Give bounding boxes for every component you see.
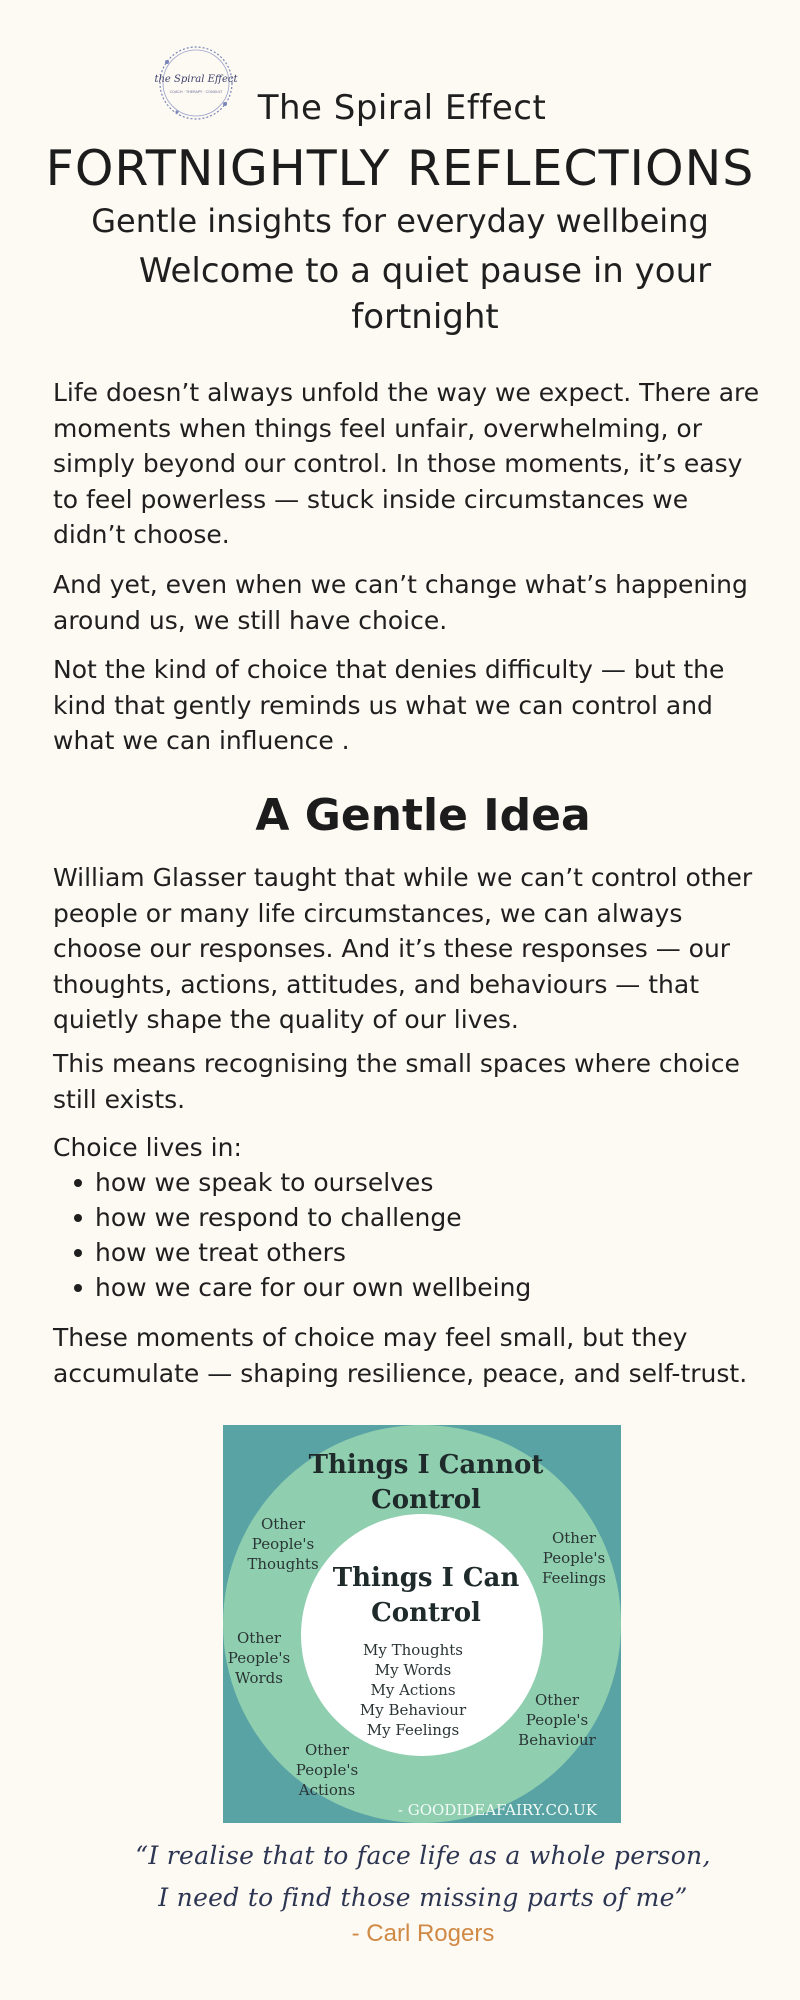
- intro-paragraph-3: Not the kind of choice that denies difficulty — but the kind that gently reminds us what we can control and what we can influence .: [53, 655, 725, 755]
- list-item: how we care for our own wellbeing: [74, 1270, 764, 1305]
- list-item: how we speak to ourselves: [74, 1165, 764, 1200]
- logo-subtext: COACH · THERAPY · CONSULT: [169, 90, 223, 94]
- others-actions-line: People's: [295, 1761, 359, 1779]
- inner-item: My Words: [374, 1661, 452, 1679]
- control-circle-diagram: [223, 1425, 621, 1823]
- inner-item: My Thoughts: [363, 1641, 463, 1659]
- others-actions-line: Other: [304, 1741, 350, 1759]
- choice-list: [74, 1165, 764, 1305]
- others-actions-line: Actions: [298, 1781, 356, 1799]
- others-thoughts-line: People's: [251, 1535, 315, 1553]
- tagline: Gentle insights for everyday wellbeing: [91, 202, 709, 240]
- quote-line-1: “I realise that to face life as a whole person,: [135, 1841, 711, 1870]
- brand-name: The Spiral Effect: [257, 88, 547, 128]
- others-behaviour-line: Behaviour: [518, 1731, 596, 1749]
- others-feelings-line: Feelings: [542, 1569, 606, 1587]
- outer-title-line-2: Control: [371, 1485, 481, 1515]
- list-item: how we respond to challenge: [74, 1200, 764, 1235]
- logo-text: the Spiral Effect: [154, 74, 238, 85]
- welcome-heading: Welcome to a quiet pause in your fortnight: [138, 251, 712, 337]
- diagram-credit: - GOODIDEAFAIRY.CO.UK: [397, 1801, 597, 1819]
- intro-paragraph-1: Life doesn’t always unfold the way we expect. There are moments when things feel unfair, overwhelming, or simply beyond our control. In those moments, it’s easy to feel powerless — stuck inside circumstances we didn’t choose.: [53, 378, 760, 549]
- inner-item: My Behaviour: [359, 1701, 467, 1719]
- others-behaviour-line: Other: [534, 1691, 580, 1709]
- quote-author: - Carl Rogers: [351, 1920, 495, 1947]
- section-title: A Gentle Idea: [255, 790, 591, 841]
- others-words-line: Words: [235, 1669, 283, 1687]
- others-words-line: Other: [236, 1629, 282, 1647]
- diagram-inner-circle: [301, 1514, 543, 1756]
- choice-list-intro: Choice lives in:: [53, 1133, 242, 1162]
- inner-title-line-2: Control: [371, 1598, 481, 1628]
- idea-paragraph-3: These moments of choice may feel small, but they accumulate — shaping resilience, peace, and self-trust.: [53, 1323, 748, 1388]
- others-behaviour-line: People's: [525, 1711, 589, 1729]
- others-thoughts-line: Other: [260, 1515, 306, 1533]
- idea-paragraph-1: William Glasser taught that while we can’t control other people or many life circumstances, we can always choose our responses. And it’s these responses — our thoughts, actions, attitudes, and behaviours — that quietly shape the quality of our lives.: [53, 863, 753, 1034]
- inner-title-line-1: Things I Can: [332, 1563, 520, 1593]
- page-title: FORTNIGHTLY REFLECTIONS: [45, 140, 755, 197]
- others-feelings-line: People's: [542, 1549, 606, 1567]
- inner-item: My Feelings: [366, 1721, 460, 1739]
- others-feelings-line: Other: [551, 1529, 597, 1547]
- list-item: how we treat others: [74, 1235, 764, 1270]
- inner-item: My Actions: [370, 1681, 456, 1699]
- idea-paragraph-2: This means recognising the small spaces where choice still exists.: [53, 1049, 740, 1114]
- quote-line-2: I need to find those missing parts of me”: [158, 1883, 688, 1912]
- outer-title-line-1: Things I Cannot: [308, 1450, 544, 1480]
- others-thoughts-line: Thoughts: [247, 1555, 319, 1573]
- others-words-line: People's: [227, 1649, 291, 1667]
- intro-paragraph-2: And yet, even when we can’t change what’s happening around us, we still have choice.: [53, 570, 748, 635]
